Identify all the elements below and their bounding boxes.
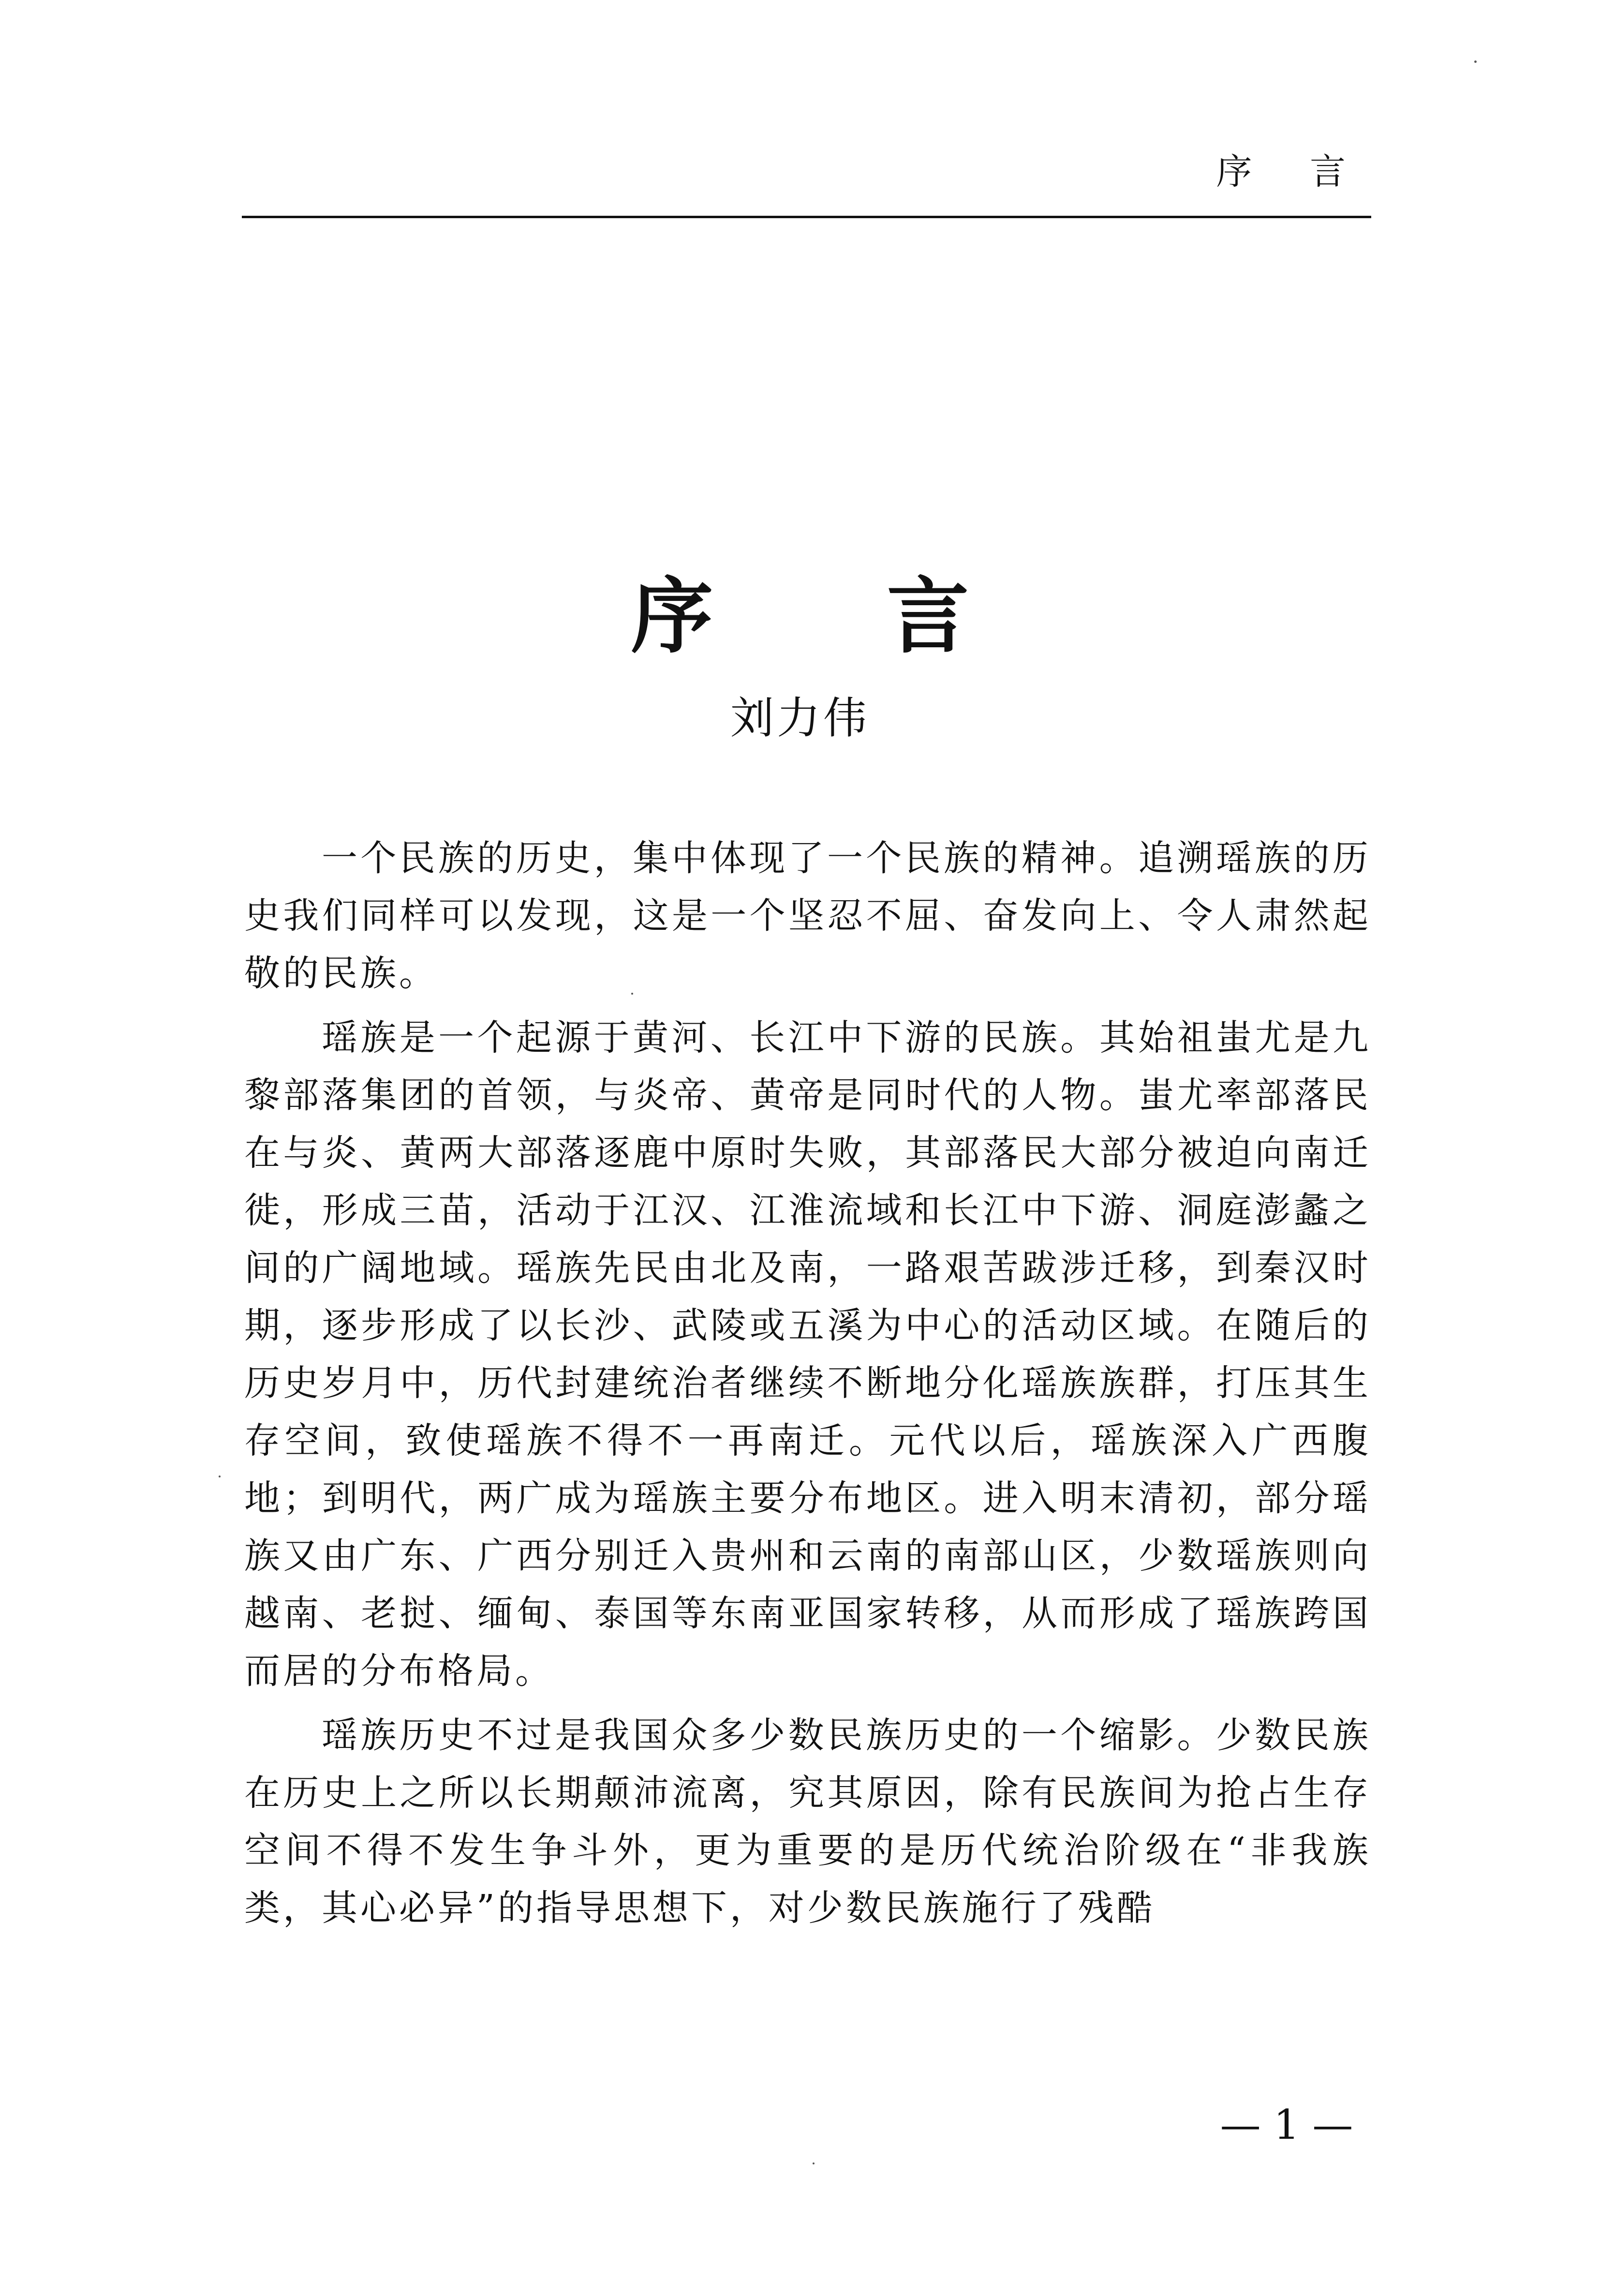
scan-speck (219, 1476, 221, 1477)
body-text (244, 830, 1371, 1944)
paragraph-3: 瑶族历史不过是我国众多少数民族历史的一个缩影。少数民族在历史上之所以长期颠沛流离，究其原因，除有民族间为抢占生存空间不得不发生争斗外，更为重要的是历代统治阶级在“非我族类，其心必异”的指导思想下，对少数民族施行了残酷 (244, 1715, 1371, 1929)
scan-speck (1474, 60, 1477, 63)
author-name: 刘力伟 (730, 693, 870, 744)
page-title: 序 言 (631, 567, 1042, 665)
scan-speck (813, 2162, 815, 2164)
running-header: 序 言 (1216, 151, 1369, 193)
scan-speck (631, 993, 633, 995)
paragraph-2: 瑶族是一个起源于黄河、长江中下游的民族。其始祖蚩尤是九黎部落集团的首领，与炎帝、黄帝是同时代的人物。蚩尤率部落民在与炎、黄两大部落逐鹿中原时失败，其部落民大部分被迫向南迁徙，形成三苗，活动于江汉、江淮流域和长江中下游、洞庭澎蠡之间的广阔地域。瑶族先民由北及南，一路艰苦跋涉迁移，到秦汉时期，逐步形成了以长沙、武陵或五溪为中心的活动区域。在随后的历史岁月中，历代封建统治者继续不断地分化瑶族族群，打压其生存空间，致使瑶族不得不一再南迁。元代以后，瑶族深入广西腹地；到明代，两广成为瑶族主要分布地区。进入明末清初，部分瑶族又由广东、广西分别迁入贵州和云南的南部山区，少数瑶族则向越南、老挝、缅甸、泰国等东南亚国家转移，从而形成了瑶族跨国而居的分布格局。 (244, 1017, 1371, 1692)
header-rule (242, 216, 1371, 218)
paragraph-1: 一个民族的历史，集中体现了一个民族的精神。追溯瑶族的历史我们同样可以发现，这是一个坚忍不屈、奋发向上、令人肃然起敬的民族。 (244, 837, 1371, 994)
page-number: — 1 — (1220, 2101, 1353, 2148)
